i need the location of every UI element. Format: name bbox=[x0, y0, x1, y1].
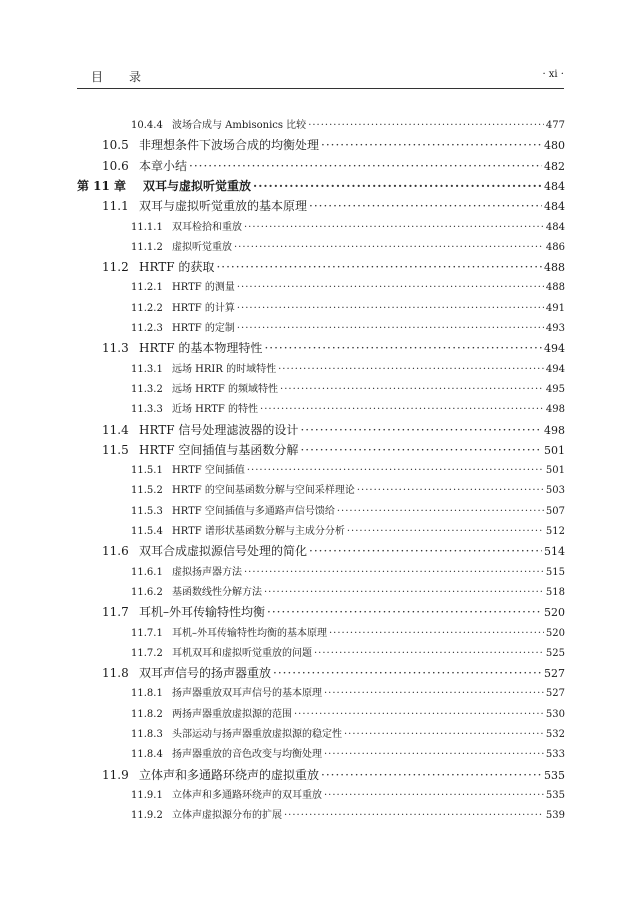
toc-entry-number: 10.6 bbox=[102, 158, 129, 173]
toc-subsection-entry[interactable] bbox=[131, 786, 565, 801]
dot-leader bbox=[260, 404, 544, 415]
toc-entry-page: 495 bbox=[545, 383, 565, 395]
toc-entry-title: 两扬声器重放虚拟源的范围 bbox=[172, 708, 292, 720]
dot-leader bbox=[324, 688, 544, 699]
toc-subsection-entry[interactable] bbox=[131, 116, 565, 131]
toc-subsection-entry[interactable] bbox=[131, 360, 565, 375]
toc-entry-page: 525 bbox=[545, 647, 565, 659]
toc-section-entry[interactable] bbox=[102, 542, 565, 559]
toc-entry-number: 11.7 bbox=[102, 605, 129, 620]
toc-entry-page: 501 bbox=[544, 443, 565, 457]
toc-section-entry[interactable] bbox=[102, 197, 565, 214]
toc-subsection-entry[interactable] bbox=[131, 218, 565, 233]
toc-subsection-entry[interactable] bbox=[131, 624, 565, 639]
toc-entry-title: HRTF 的计算 bbox=[172, 302, 235, 314]
toc-entry-title: HRTF 信号处理滤波器的设计 bbox=[139, 422, 299, 437]
toc-entry-page: 515 bbox=[545, 566, 565, 578]
toc-entry-title: 立体声虚拟源分布的扩展 bbox=[172, 810, 282, 822]
dot-leader bbox=[237, 303, 544, 314]
toc-entry-number: 11.5 bbox=[102, 442, 129, 457]
toc-entry-number: 11.2.2 bbox=[131, 302, 163, 314]
toc-entry-number: 11.8.4 bbox=[131, 749, 163, 761]
dot-leader bbox=[294, 709, 544, 720]
toc-entry-page: 488 bbox=[545, 282, 565, 294]
toc-entry-number: 11.6.2 bbox=[131, 586, 163, 598]
toc-entry-page: 530 bbox=[545, 708, 565, 720]
dot-leader bbox=[324, 790, 544, 801]
dot-leader bbox=[314, 648, 544, 659]
toc-entry-number: 11.9.2 bbox=[131, 810, 163, 822]
toc-entry-title: HRTF 空间插值 bbox=[172, 465, 245, 477]
dot-leader bbox=[284, 810, 544, 821]
toc-subsection-entry[interactable] bbox=[131, 684, 565, 699]
dot-leader bbox=[247, 465, 544, 476]
toc-entry-page: 484 bbox=[545, 221, 565, 233]
toc-entry-title: HRTF 谱形状基函数分解与主成分分析 bbox=[172, 526, 345, 537]
toc-entry-page: 533 bbox=[545, 749, 565, 761]
toc-entry-title: 双耳声信号的扬声器重放 bbox=[139, 666, 272, 681]
toc-entry-page: 501 bbox=[545, 465, 565, 477]
toc-entry-title: 双耳与虚拟听觉重放 bbox=[143, 178, 252, 193]
toc-entry-page: 491 bbox=[545, 302, 565, 314]
toc-chapter-entry[interactable] bbox=[77, 177, 565, 194]
dot-leader bbox=[308, 120, 544, 131]
toc-entry-page: 480 bbox=[544, 139, 565, 153]
toc-entry-number: 11.1 bbox=[102, 199, 129, 214]
toc-entry-title: 扬声器重放双耳声信号的基本原理 bbox=[172, 688, 322, 700]
toc-entry-number: 11.3.3 bbox=[131, 404, 163, 416]
toc-entry-number: 11.7.1 bbox=[131, 627, 163, 639]
dot-leader bbox=[234, 242, 544, 253]
toc-entry-number: 11.6.1 bbox=[131, 566, 163, 578]
dot-leader bbox=[278, 364, 544, 375]
header-title-char-1: 目 bbox=[91, 70, 104, 84]
toc-entry-number: 11.5.4 bbox=[131, 526, 163, 537]
toc-entry-number: 11.2 bbox=[102, 260, 129, 275]
toc-subsection-entry[interactable] bbox=[131, 522, 565, 537]
dot-leader bbox=[321, 768, 542, 782]
dot-leader bbox=[216, 260, 542, 274]
toc-entry-page: 520 bbox=[544, 606, 565, 620]
toc-subsection-entry[interactable] bbox=[131, 299, 565, 314]
toc-entry-title: 头部运动与扬声器重放虚拟源的稳定性 bbox=[172, 729, 342, 740]
toc-entry-number: 11.8.1 bbox=[131, 688, 163, 700]
toc-subsection-entry[interactable] bbox=[131, 380, 565, 395]
dot-leader bbox=[244, 567, 544, 578]
toc-entry-page: 486 bbox=[545, 241, 565, 253]
dot-leader bbox=[329, 628, 544, 639]
dot-leader bbox=[280, 384, 544, 395]
header-title bbox=[91, 68, 141, 85]
toc-entry-title: 近场 HRTF 的特性 bbox=[172, 404, 259, 416]
toc-entry-number: 11.3.1 bbox=[131, 363, 163, 375]
dot-leader bbox=[309, 544, 542, 558]
toc-entry-number: 11.2.3 bbox=[131, 323, 163, 334]
toc-section-entry[interactable] bbox=[102, 441, 565, 458]
toc-entry-page: 507 bbox=[545, 505, 565, 517]
toc-entry-number: 11.3 bbox=[102, 341, 129, 356]
toc-entry-page: 498 bbox=[544, 423, 565, 437]
toc-entry-page: 514 bbox=[544, 545, 565, 559]
toc-entry-number: 11.1.1 bbox=[131, 221, 163, 233]
dot-leader bbox=[337, 506, 544, 517]
toc-entry-title: 双耳检拾和重放 bbox=[172, 221, 242, 233]
toc-subsection-entry[interactable] bbox=[131, 461, 565, 476]
toc-subsection-entry[interactable] bbox=[131, 319, 565, 334]
toc-entry-page: 512 bbox=[545, 526, 565, 537]
toc-entry-title: 基函数线性分解方法 bbox=[172, 586, 262, 598]
toc-entry-title: 虚拟扬声器方法 bbox=[172, 566, 242, 578]
toc-entry-number: 11.3.2 bbox=[131, 383, 163, 395]
toc-entry-title: HRTF 的获取 bbox=[139, 260, 215, 275]
toc-subsection-entry[interactable] bbox=[131, 644, 565, 659]
toc-entry-title: 非理想条件下波场合成的均衡处理 bbox=[139, 138, 320, 153]
dot-leader bbox=[264, 587, 544, 598]
header-page-number: · xi · bbox=[542, 69, 564, 80]
toc-entry-number: 11.8.3 bbox=[131, 729, 163, 740]
toc-entry-title: 耳机–外耳传输特性均衡 bbox=[139, 605, 266, 620]
toc-entry-title: 耳机–外耳传输特性均衡的基本原理 bbox=[172, 627, 327, 639]
toc-entry-title: 立体声和多通路环绕声的双耳重放 bbox=[172, 789, 322, 801]
toc-entry-title: HRTF 空间插值与多通路声信号馈给 bbox=[172, 505, 335, 517]
toc-entry-number: 11.9.1 bbox=[131, 789, 163, 801]
toc-entry-title: HRTF 的测量 bbox=[172, 282, 235, 294]
toc-subsection-entry[interactable] bbox=[131, 745, 565, 760]
toc-subsection-entry[interactable] bbox=[131, 502, 565, 517]
toc-entry-title: HRTF 的定制 bbox=[172, 323, 235, 334]
toc-entry-number: 10.5 bbox=[102, 138, 129, 153]
toc-entry-title: 耳机双耳和虚拟听觉重放的问题 bbox=[172, 647, 312, 659]
toc-section-entry[interactable] bbox=[102, 421, 565, 438]
toc-entry-page: 494 bbox=[544, 342, 565, 356]
toc-section-entry[interactable] bbox=[102, 258, 565, 275]
dot-leader bbox=[237, 282, 544, 293]
dot-leader bbox=[321, 138, 542, 152]
toc-section-entry[interactable] bbox=[102, 339, 565, 356]
toc-entry-page: 535 bbox=[545, 789, 565, 801]
toc-subsection-entry[interactable] bbox=[131, 481, 565, 496]
dot-leader bbox=[244, 222, 544, 233]
toc-subsection-entry[interactable] bbox=[131, 238, 565, 253]
toc-subsection-entry[interactable] bbox=[131, 278, 565, 293]
toc-entry-page: 518 bbox=[545, 586, 565, 598]
dot-leader bbox=[300, 443, 542, 457]
toc-entry-page: 539 bbox=[545, 810, 565, 822]
toc-entry-page: 493 bbox=[545, 323, 565, 334]
header-title-char-2: 录 bbox=[129, 70, 142, 84]
toc-entry-number: 10.4.4 bbox=[131, 120, 163, 131]
toc-entry-title: 双耳与虚拟听觉重放的基本原理 bbox=[139, 199, 308, 214]
toc-entry-title: HRTF 空间插值与基函数分解 bbox=[139, 442, 299, 457]
toc-entry-page: 484 bbox=[544, 179, 565, 193]
toc-entry-page: 477 bbox=[545, 120, 565, 131]
toc-entry-number: 11.5.3 bbox=[131, 505, 163, 517]
toc-entry-title: 立体声和多通路环绕声的虚拟重放 bbox=[139, 767, 320, 782]
toc-subsection-entry[interactable] bbox=[131, 725, 565, 740]
toc-entry-title: HRTF 的空间基函数分解与空间采样理论 bbox=[172, 485, 355, 497]
toc-subsection-entry[interactable] bbox=[131, 400, 565, 415]
toc-entry-title: 虚拟听觉重放 bbox=[172, 241, 232, 253]
dot-leader bbox=[253, 179, 542, 193]
dot-leader bbox=[324, 749, 544, 760]
toc-entry-title: 远场 HRTF 的频域特性 bbox=[172, 383, 279, 395]
toc-entry-number: 11.8.2 bbox=[131, 708, 163, 720]
toc-entry-title: 扬声器重放的音色改变与均衡处理 bbox=[172, 749, 322, 761]
toc-entry-number: 11.7.2 bbox=[131, 647, 163, 659]
toc-entry-page: 484 bbox=[544, 200, 565, 214]
toc-entry-page: 520 bbox=[545, 627, 565, 639]
toc-entry-page: 482 bbox=[544, 159, 565, 173]
toc-entry-page: 498 bbox=[545, 404, 565, 416]
toc-section-entry[interactable] bbox=[102, 136, 565, 153]
toc-entry-title: 波场合成与 Ambisonics 比较 bbox=[172, 120, 307, 131]
toc-entry-title: 本章小结 bbox=[139, 158, 188, 173]
toc-entry-page: 488 bbox=[544, 261, 565, 275]
toc-entry-number: 11.8 bbox=[102, 666, 129, 681]
toc-entry-number: 第 11 章 bbox=[77, 178, 127, 193]
toc-entry-page: 527 bbox=[545, 688, 565, 700]
toc-entry-title: HRTF 的基本物理特性 bbox=[139, 341, 263, 356]
toc-section-entry[interactable] bbox=[102, 766, 565, 783]
toc-entry-page: 532 bbox=[545, 729, 565, 740]
dot-leader bbox=[300, 423, 542, 437]
toc-entry-number: 11.2.1 bbox=[131, 282, 163, 294]
toc-entry-number: 11.9 bbox=[102, 767, 129, 782]
toc-entry-page: 503 bbox=[545, 485, 565, 497]
toc-entry-number: 11.4 bbox=[102, 422, 129, 437]
dot-leader bbox=[309, 199, 542, 213]
dot-leader bbox=[273, 666, 542, 680]
toc-section-entry[interactable] bbox=[102, 157, 565, 174]
running-header bbox=[77, 66, 564, 89]
toc-entry-number: 11.5.1 bbox=[131, 465, 163, 477]
dot-leader bbox=[264, 341, 542, 355]
toc-entry-number: 11.1.2 bbox=[131, 241, 163, 253]
toc-entry-page: 527 bbox=[544, 667, 565, 681]
toc-entry-number: 11.5.2 bbox=[131, 485, 163, 497]
toc-subsection-entry[interactable] bbox=[131, 583, 565, 598]
dot-leader bbox=[347, 526, 544, 537]
toc-entry-number: 11.6 bbox=[102, 544, 129, 559]
toc-section-entry[interactable] bbox=[102, 664, 565, 681]
dot-leader bbox=[189, 159, 542, 173]
dot-leader bbox=[267, 605, 542, 619]
toc-subsection-entry[interactable] bbox=[131, 806, 565, 821]
toc-subsection-entry[interactable] bbox=[131, 563, 565, 578]
dot-leader bbox=[344, 729, 544, 740]
toc-entry-page: 535 bbox=[544, 768, 565, 782]
dot-leader bbox=[237, 323, 544, 334]
toc-entry-title: 双耳合成虚拟源信号处理的简化 bbox=[139, 544, 308, 559]
toc-subsection-entry[interactable] bbox=[131, 705, 565, 720]
toc-entry-title: 远场 HRIR 的时域特性 bbox=[172, 363, 277, 375]
toc-section-entry[interactable] bbox=[102, 603, 565, 620]
toc-entry-page: 494 bbox=[545, 363, 565, 375]
dot-leader bbox=[357, 485, 544, 496]
